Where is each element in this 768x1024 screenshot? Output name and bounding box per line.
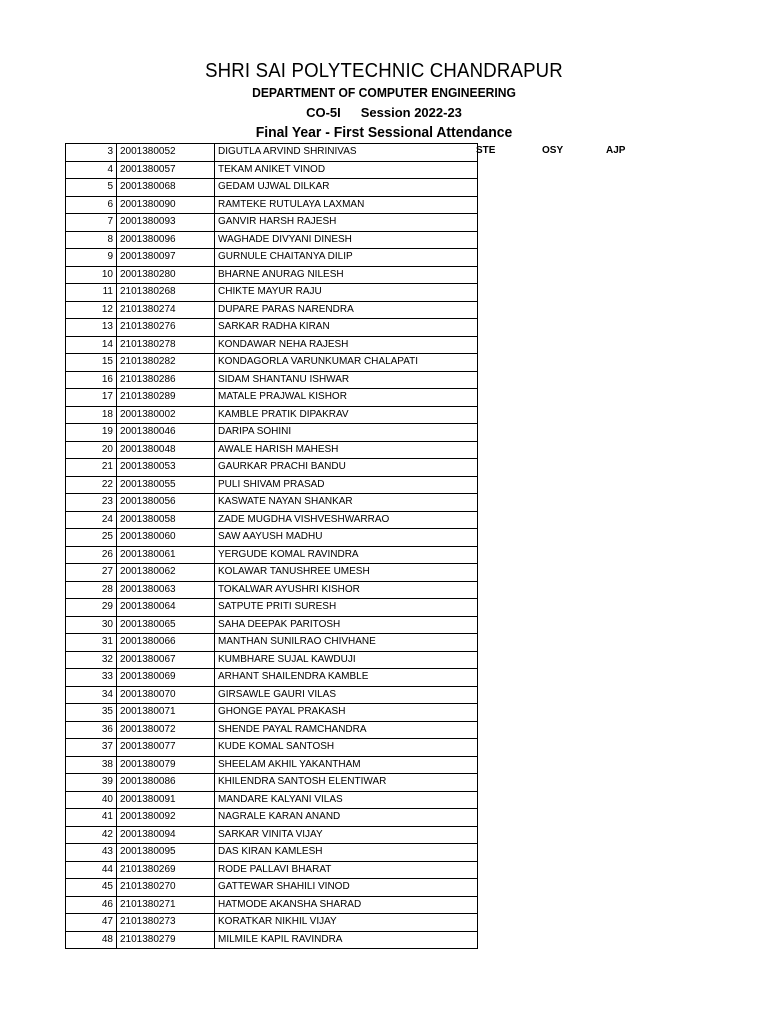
enrollment-number-cell: 2001380058 — [117, 511, 215, 529]
table-row — [66, 406, 478, 424]
row-number-cell: 9 — [66, 249, 117, 267]
student-name-cell: CHIKTE MAYUR RAJU — [215, 284, 478, 302]
subject-header-osy: OSY — [542, 145, 564, 156]
enrollment-number-cell: 2101380269 — [117, 861, 215, 879]
row-number-cell: 10 — [66, 266, 117, 284]
student-name-cell: WAGHADE DIVYANI DINESH — [215, 231, 478, 249]
table-row — [66, 336, 478, 354]
table-row — [66, 546, 478, 564]
enrollment-number-cell: 2001380052 — [117, 144, 215, 162]
enrollment-number-cell: 2001380068 — [117, 179, 215, 197]
student-name-cell: GURNULE CHAITANYA DILIP — [215, 249, 478, 267]
student-name-cell: GEDAM UJWAL DILKAR — [215, 179, 478, 197]
table-row — [66, 179, 478, 197]
row-number-cell: 14 — [66, 336, 117, 354]
enrollment-number-cell: 2001380094 — [117, 826, 215, 844]
enrollment-number-cell: 2001380095 — [117, 844, 215, 862]
exam-title: Final Year - First Sessional Attendance — [255, 124, 513, 141]
row-number-cell: 23 — [66, 494, 117, 512]
enrollment-number-cell: 2001380092 — [117, 809, 215, 827]
enrollment-number-cell: 2001380063 — [117, 581, 215, 599]
student-name-cell: GANVIR HARSH RAJESH — [215, 214, 478, 232]
row-number-cell: 35 — [66, 704, 117, 722]
student-name-cell: KAMBLE PRATIK DIPAKRAV — [215, 406, 478, 424]
table-row — [66, 791, 478, 809]
row-number-cell: 20 — [66, 441, 117, 459]
row-number-cell: 13 — [66, 319, 117, 337]
student-name-cell: SARKAR RADHA KIRAN — [215, 319, 478, 337]
enrollment-number-cell: 2001380057 — [117, 161, 215, 179]
table-row — [66, 739, 478, 757]
enrollment-number-cell: 2001380093 — [117, 214, 215, 232]
student-name-cell: BHARNE ANURAG NILESH — [215, 266, 478, 284]
enrollment-number-cell: 2101380279 — [117, 931, 215, 949]
student-name-cell: KONDAWAR NEHA RAJESH — [215, 336, 478, 354]
enrollment-number-cell: 2001380061 — [117, 546, 215, 564]
student-name-cell: AWALE HARISH MAHESH — [215, 441, 478, 459]
student-name-cell: HATMODE AKANSHA SHARAD — [215, 896, 478, 914]
table-row — [66, 634, 478, 652]
table-row — [66, 686, 478, 704]
table-row — [66, 459, 478, 477]
student-name-cell: SATPUTE PRITI SURESH — [215, 599, 478, 617]
student-name-cell: DAS KIRAN KAMLESH — [215, 844, 478, 862]
row-number-cell: 5 — [66, 179, 117, 197]
enrollment-number-cell: 2101380282 — [117, 354, 215, 372]
subject-header-ajp: AJP — [606, 145, 626, 156]
enrollment-number-cell: 2101380286 — [117, 371, 215, 389]
enrollment-number-cell: 2001380096 — [117, 231, 215, 249]
row-number-cell: 36 — [66, 721, 117, 739]
student-name-cell: KONDAGORLA VARUNKUMAR CHALAPATI — [215, 354, 478, 372]
row-number-cell: 38 — [66, 756, 117, 774]
table-row — [66, 844, 478, 862]
row-number-cell: 48 — [66, 931, 117, 949]
student-name-cell: DIGUTLA ARVIND SHRINIVAS — [215, 144, 478, 162]
student-name-cell: ARHANT SHAILENDRA KAMBLE — [215, 669, 478, 687]
student-name-cell: MANTHAN SUNILRAO CHIVHANE — [215, 634, 478, 652]
student-name-cell: KASWATE NAYAN SHANKAR — [215, 494, 478, 512]
department-name: DEPARTMENT OF COMPUTER ENGINEERING — [252, 85, 516, 100]
enrollment-number-cell: 2001380077 — [117, 739, 215, 757]
enrollment-number-cell: 2001380091 — [117, 791, 215, 809]
student-name-cell: RAMTEKE RUTULAYA LAXMAN — [215, 196, 478, 214]
enrollment-number-cell: 2001380046 — [117, 424, 215, 442]
student-name-cell: DARIPA SOHINI — [215, 424, 478, 442]
student-name-cell: NAGRALE KARAN ANAND — [215, 809, 478, 827]
table-row — [66, 599, 478, 617]
row-number-cell: 4 — [66, 161, 117, 179]
row-number-cell: 42 — [66, 826, 117, 844]
enrollment-number-cell: 2001380086 — [117, 774, 215, 792]
table-row — [66, 616, 478, 634]
enrollment-number-cell: 2001380062 — [117, 564, 215, 582]
enrollment-number-cell: 2001380064 — [117, 599, 215, 617]
row-number-cell: 18 — [66, 406, 117, 424]
enrollment-number-cell: 2101380268 — [117, 284, 215, 302]
attendance-table-body — [66, 144, 478, 949]
enrollment-number-cell: 2001380079 — [117, 756, 215, 774]
student-name-cell: KORATKAR NIKHIL VIJAY — [215, 914, 478, 932]
student-name-cell: SHENDE PAYAL RAMCHANDRA — [215, 721, 478, 739]
college-name: SHRI SAI POLYTECHNIC CHANDRAPUR — [205, 60, 563, 82]
row-number-cell: 37 — [66, 739, 117, 757]
table-row — [66, 861, 478, 879]
table-row — [66, 669, 478, 687]
student-name-cell: KHILENDRA SANTOSH ELENTIWAR — [215, 774, 478, 792]
row-number-cell: 15 — [66, 354, 117, 372]
table-row — [66, 441, 478, 459]
table-row — [66, 231, 478, 249]
row-number-cell: 44 — [66, 861, 117, 879]
table-row — [66, 214, 478, 232]
row-number-cell: 29 — [66, 599, 117, 617]
table-row — [66, 371, 478, 389]
table-row — [66, 756, 478, 774]
enrollment-number-cell: 2001380060 — [117, 529, 215, 547]
table-row — [66, 511, 478, 529]
enrollment-number-cell: 2001380071 — [117, 704, 215, 722]
table-row — [66, 651, 478, 669]
row-number-cell: 39 — [66, 774, 117, 792]
row-number-cell: 26 — [66, 546, 117, 564]
student-name-cell: SAW AAYUSH MADHU — [215, 529, 478, 547]
class-session-line — [0, 105, 768, 120]
student-name-cell: PULI SHIVAM PRASAD — [215, 476, 478, 494]
table-row — [66, 249, 478, 267]
enrollment-number-cell: 2001380056 — [117, 494, 215, 512]
table-row — [66, 144, 478, 162]
table-row — [66, 826, 478, 844]
row-number-cell: 24 — [66, 511, 117, 529]
table-row — [66, 914, 478, 932]
enrollment-number-cell: 2001380090 — [117, 196, 215, 214]
class-code: CO-5I — [306, 105, 341, 120]
row-number-cell: 22 — [66, 476, 117, 494]
row-number-cell: 19 — [66, 424, 117, 442]
row-number-cell: 25 — [66, 529, 117, 547]
enrollment-number-cell: 2101380273 — [117, 914, 215, 932]
student-name-cell: SHEELAM AKHIL YAKANTHAM — [215, 756, 478, 774]
student-name-cell: MATALE PRAJWAL KISHOR — [215, 389, 478, 407]
session-year: Session 2022-23 — [360, 105, 462, 120]
table-row — [66, 389, 478, 407]
row-number-cell: 21 — [66, 459, 117, 477]
table-row — [66, 196, 478, 214]
table-row — [66, 704, 478, 722]
student-name-cell: KOLAWAR TANUSHREE UMESH — [215, 564, 478, 582]
enrollment-number-cell: 2101380270 — [117, 879, 215, 897]
subject-header-ste: STE — [476, 145, 496, 156]
student-name-cell: MILMILE KAPIL RAVINDRA — [215, 931, 478, 949]
table-row — [66, 301, 478, 319]
row-number-cell: 32 — [66, 651, 117, 669]
enrollment-number-cell: 2001380002 — [117, 406, 215, 424]
row-number-cell: 31 — [66, 634, 117, 652]
table-row — [66, 809, 478, 827]
enrollment-number-cell: 2001380097 — [117, 249, 215, 267]
row-number-cell: 7 — [66, 214, 117, 232]
enrollment-number-cell: 2001380072 — [117, 721, 215, 739]
row-number-cell: 41 — [66, 809, 117, 827]
student-name-cell: SIDAM SHANTANU ISHWAR — [215, 371, 478, 389]
enrollment-number-cell: 2001380048 — [117, 441, 215, 459]
enrollment-number-cell: 2001380067 — [117, 651, 215, 669]
table-row — [66, 284, 478, 302]
row-number-cell: 40 — [66, 791, 117, 809]
student-name-cell: SAHA DEEPAK PARITOSH — [215, 616, 478, 634]
table-row — [66, 564, 478, 582]
table-row — [66, 161, 478, 179]
student-name-cell: GATTEWAR SHAHILI VINOD — [215, 879, 478, 897]
student-name-cell: YERGUDE KOMAL RAVINDRA — [215, 546, 478, 564]
table-row — [66, 476, 478, 494]
enrollment-number-cell: 2101380289 — [117, 389, 215, 407]
student-name-cell: GAURKAR PRACHI BANDU — [215, 459, 478, 477]
table-row — [66, 774, 478, 792]
row-number-cell: 6 — [66, 196, 117, 214]
student-name-cell: SARKAR VINITA VIJAY — [215, 826, 478, 844]
table-row — [66, 319, 478, 337]
enrollment-number-cell: 2001380069 — [117, 669, 215, 687]
student-name-cell: KUMBHARE SUJAL KAWDUJI — [215, 651, 478, 669]
attendance-table — [65, 143, 478, 949]
row-number-cell: 27 — [66, 564, 117, 582]
row-number-cell: 33 — [66, 669, 117, 687]
student-name-cell: RODE PALLAVI BHARAT — [215, 861, 478, 879]
row-number-cell: 47 — [66, 914, 117, 932]
row-number-cell: 12 — [66, 301, 117, 319]
row-number-cell: 34 — [66, 686, 117, 704]
table-row — [66, 529, 478, 547]
row-number-cell: 46 — [66, 896, 117, 914]
enrollment-number-cell: 2001380070 — [117, 686, 215, 704]
student-name-cell: TOKALWAR AYUSHRI KISHOR — [215, 581, 478, 599]
enrollment-number-cell: 2001380280 — [117, 266, 215, 284]
table-row — [66, 896, 478, 914]
enrollment-number-cell: 2001380055 — [117, 476, 215, 494]
student-name-cell: MANDARE KALYANI VILAS — [215, 791, 478, 809]
row-number-cell: 17 — [66, 389, 117, 407]
enrollment-number-cell: 2101380278 — [117, 336, 215, 354]
table-row — [66, 494, 478, 512]
table-row — [66, 721, 478, 739]
enrollment-number-cell: 2001380065 — [117, 616, 215, 634]
row-number-cell: 43 — [66, 844, 117, 862]
student-name-cell: GHONGE PAYAL PRAKASH — [215, 704, 478, 722]
row-number-cell: 8 — [66, 231, 117, 249]
enrollment-number-cell: 2001380053 — [117, 459, 215, 477]
enrollment-number-cell: 2101380271 — [117, 896, 215, 914]
row-number-cell: 16 — [66, 371, 117, 389]
student-name-cell: GIRSAWLE GAURI VILAS — [215, 686, 478, 704]
enrollment-number-cell: 2101380276 — [117, 319, 215, 337]
student-name-cell: DUPARE PARAS NARENDRA — [215, 301, 478, 319]
row-number-cell: 28 — [66, 581, 117, 599]
row-number-cell: 30 — [66, 616, 117, 634]
row-number-cell: 45 — [66, 879, 117, 897]
row-number-cell: 11 — [66, 284, 117, 302]
table-row — [66, 424, 478, 442]
student-name-cell: TEKAM ANIKET VINOD — [215, 161, 478, 179]
table-row — [66, 931, 478, 949]
student-name-cell: ZADE MUGDHA VISHVESHWARRAO — [215, 511, 478, 529]
enrollment-number-cell: 2001380066 — [117, 634, 215, 652]
table-row — [66, 581, 478, 599]
table-row — [66, 266, 478, 284]
student-name-cell: KUDE KOMAL SANTOSH — [215, 739, 478, 757]
row-number-cell: 3 — [66, 144, 117, 162]
table-row — [66, 879, 478, 897]
enrollment-number-cell: 2101380274 — [117, 301, 215, 319]
table-row — [66, 354, 478, 372]
